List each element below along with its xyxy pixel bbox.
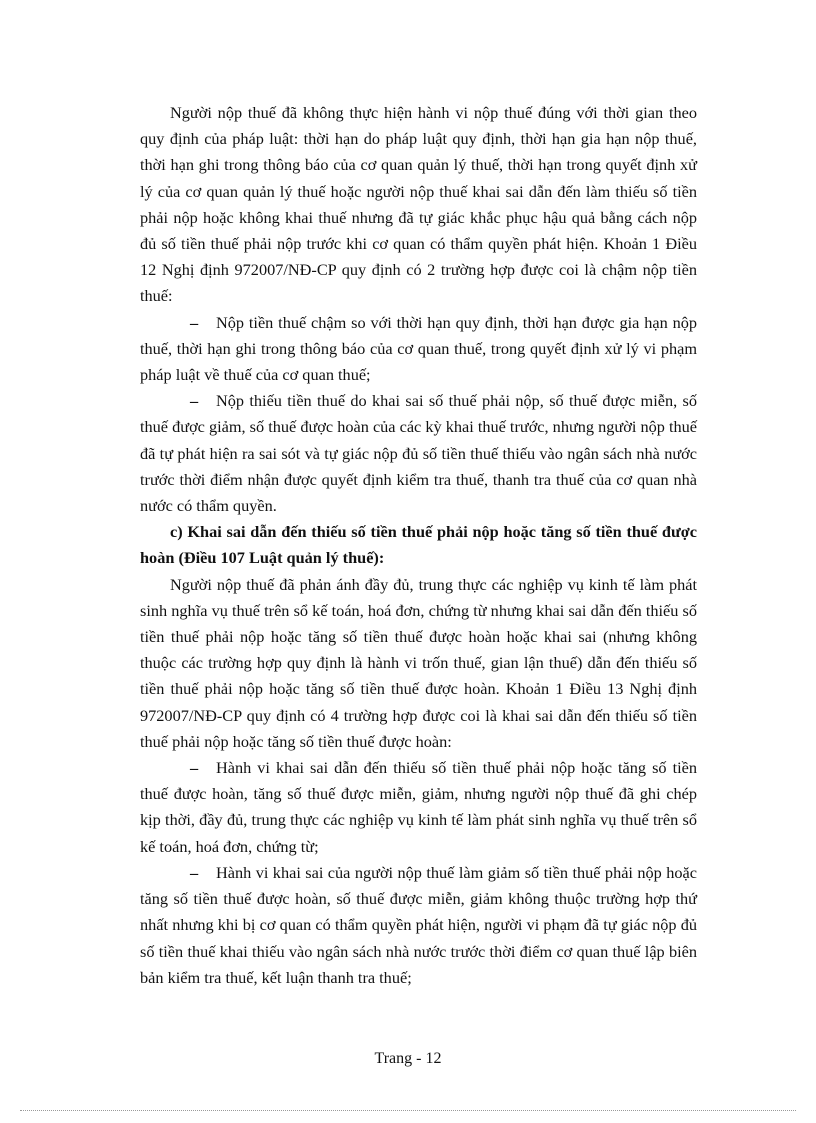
dash-bullet-marker: – <box>190 391 199 411</box>
paragraph-late-payment-definition: Người nộp thuế đã không thực hiện hành vi nộp thuế đúng với thời gian theo quy định của pháp luật: thời hạn do pháp luật quy định, thời hạn gia hạn nộp thuế, thời hạn ghi trong thông báo của cơ quan quản lý thuế, thời hạn trong quyết định xử lý của cơ quan quản lý thuế hoặc người nộp thuế khai sai dẫn đến làm thiếu số tiền phải nộp hoặc không khai thuế nhưng đã tự giác khắc phục hậu quả bằng cách nộp đủ số tiền thuế phải nộp trước khi cơ quan có thẩm quyền phát hiện. Khoản 1 Điều 12 Nghị định 972007/NĐ-CP quy định có 2 trường hợp được coi là chậm nộp tiền thuế: <box>140 103 697 306</box>
dash-bullet-marker: – <box>190 312 199 332</box>
bullet-text: Hành vi khai sai dẫn đến thiếu số tiền thuế phải nộp hoặc tăng số tiền thuế được hoàn, tăng số thuế được miễn, giảm, nhưng người nộp thuế đã ghi chép kịp thời, đầy đủ, trung thực các nghiệp vụ kinh tế làm phát sinh nghĩa vụ thuế trên sổ kế toán, hoá đơn, chứng từ; <box>140 758 697 856</box>
section-heading-c: c) Khai sai dẫn đến thiếu số tiền thuế phải nộp hoặc tăng số tiền thuế được hoàn (Điều 107 Luật quản lý thuế): <box>140 522 697 568</box>
bullet-text: Nộp tiền thuế chậm so với thời hạn quy định, thời hạn được gia hạn nộp thuế, thời hạn ghi trong thông báo của cơ quan thuế, trong quyết định xử lý vi phạm pháp luật về thuế của cơ quan thuế; <box>140 312 697 385</box>
document-body <box>140 100 697 991</box>
bullet-text: Nộp thiếu tiền thuế do khai sai số thuế phải nộp, số thuế được miễn, số thuế được giảm, số thuế được hoàn của các kỳ khai thuế trước, nhưng người nộp thuế đã tự phát hiện ra sai sót và tự giác nộp đủ số tiền thuế thiếu vào ngân sách nhà nước trước thời điểm nhận được quyết định kiểm tra thuế, thanh tra thuế của cơ quan nhà nước có thẩm quyền. <box>140 391 697 516</box>
dash-bullet-marker: – <box>190 862 199 882</box>
dash-bullet-marker: – <box>190 758 199 778</box>
bullet-text: Hành vi khai sai của người nộp thuế làm giảm số tiền thuế phải nộp hoặc tăng số tiền thuế được hoàn, số thuế được miễn, giảm không thuộc trường hợp thứ nhất nhưng khi bị cơ quan có thẩm quyền phát hiện, người vi phạm đã tự giác nộp đủ số tiền thuế khai thiếu vào ngân sách nhà nước trước thời điểm cơ quan thuế lập biên bản kiểm tra thuế, kết luận thanh tra thuế; <box>140 862 697 987</box>
bullet-item-late-payment-1 <box>140 310 697 389</box>
bullet-item-incorrect-declaration-2 <box>140 860 697 991</box>
bullet-item-incorrect-declaration-1 <box>140 755 697 860</box>
paragraph-incorrect-declaration: Người nộp thuế đã phản ánh đầy đủ, trung thực các nghiệp vụ kinh tế làm phát sinh nghĩa vụ thuế trên sổ kế toán, hoá đơn, chứng từ nhưng khai sai dẫn đến thiếu số tiền thuế phải nộp hoặc tăng số tiền thuế được hoàn hoặc khai sai (nhưng không thuộc các trường hợp quy định là hành vi trốn thuế, gian lận thuế) dẫn đến thiếu số tiền thuế phải nộp hoặc tăng số tiền thuế được hoàn. Khoản 1 Điều 13 Nghị định 972007/NĐ-CP quy định có 4 trường hợp được coi là khai sai dẫn đến thiếu số tiền thuế phải nộp hoặc tăng số tiền thuế được hoàn: <box>140 574 697 751</box>
page-bottom-divider <box>20 1110 796 1111</box>
page-number-footer: Trang - 12 <box>374 1050 442 1067</box>
bullet-item-late-payment-2 <box>140 388 697 519</box>
